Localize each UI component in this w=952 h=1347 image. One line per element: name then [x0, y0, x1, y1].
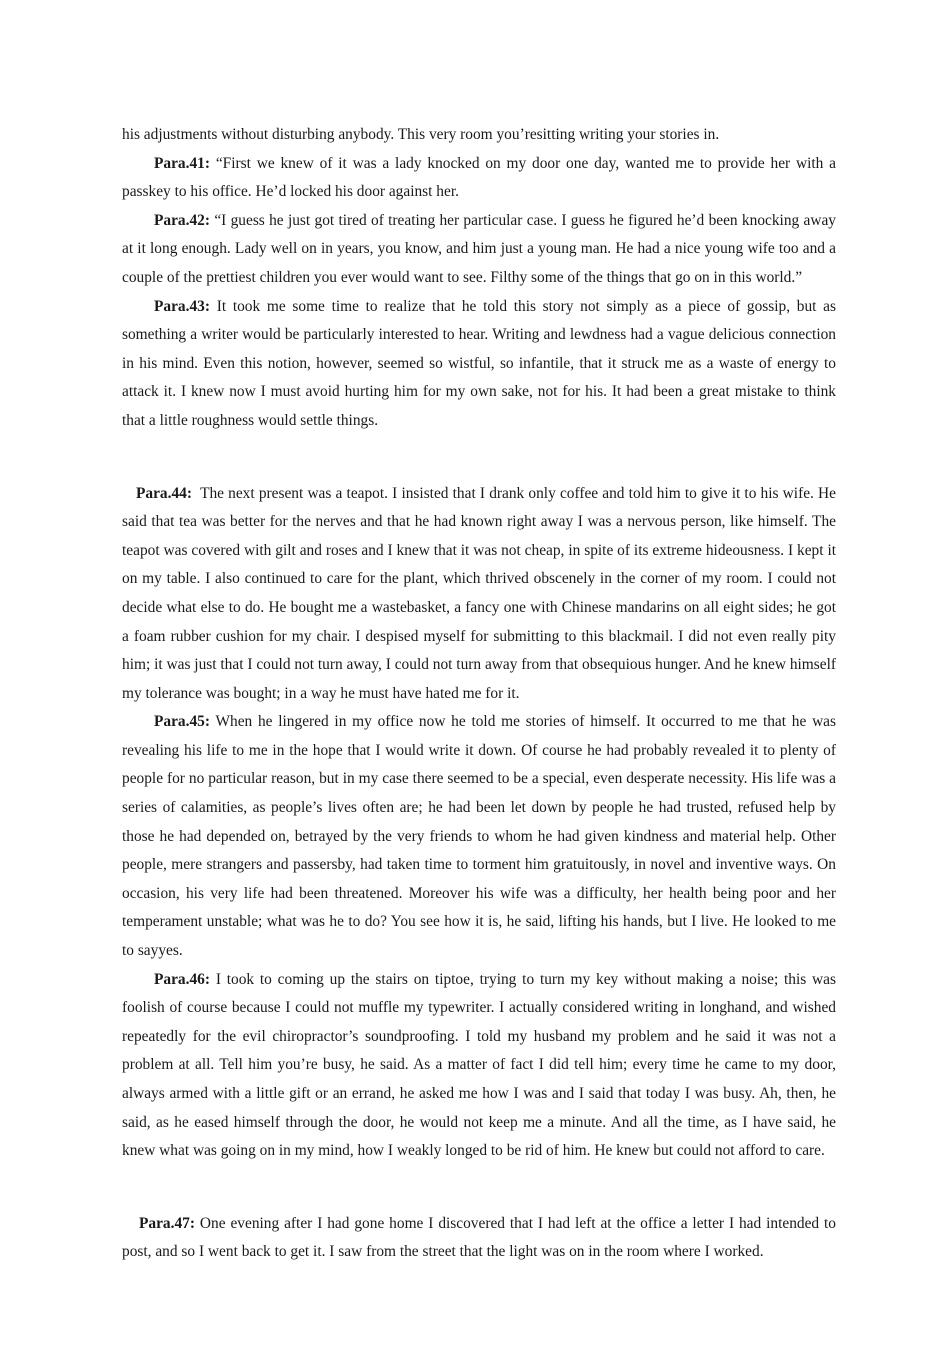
paragraph-45 — [122, 708, 836, 965]
paragraph-label: Para.46: — [154, 970, 210, 988]
paragraph-44 — [122, 480, 836, 709]
paragraph-text: One evening after I had gone home I discovered that I had left at the office a letter I had intended to post, and so I went back to get it. I saw from the street that the light was on in the room where I worked. — [122, 1214, 836, 1261]
paragraph-text: “First we knew of it was a lady knocked on my door one day, wanted me to provide her with a passkey to his office. He’d locked his door against her. — [122, 154, 836, 201]
paragraph-label: Para.47: — [139, 1214, 195, 1232]
paragraph-label: Para.41: — [154, 154, 210, 172]
paragraph-text: The next present was a teapot. I insisted that I drank only coffee and told him to give it to his wife. He said that tea was better for the nerves and that he had known right away I was a nervous person, like himself. The teapot was covered with gilt and roses and I knew that it was not cheap, in spite of its extreme hideousness. I kept it on my table. I also continued to care for the plant, which thrived obscenely in the corner of my room. I could not decide what else to do. He bought me a wastebasket, a fancy one with Chinese mandarins on all eight sides; he got a foam rubber cushion for my chair. I despised myself for submitting to this blackmail. I did not even really pity him; it was just that I could not turn away, I could not turn away from that obsequious hunger. And he knew himself my tolerance was bought; in a way he must have hated me for it. — [122, 484, 836, 702]
paragraph-text: It took me some time to realize that he told this story not simply as a piece of gossip, but as something a writer would be particularly interested to hear. Writing and lewdness had a vague delicious connection in his mind. Even this notion, however, seemed so wistful, so infantile, that it struck me as a waste of energy to attack it. I knew now I must avoid hurting him for my own sake, not for his. It had been a great mistake to think that a little roughness would settle things. — [122, 297, 836, 429]
paragraph-43 — [122, 293, 836, 436]
paragraph-label: Para.45: — [154, 713, 210, 731]
document-page — [122, 121, 836, 1267]
paragraph-text: I took to coming up the stairs on tiptoe, trying to turn my key without making a noise; this was foolish of course because I could not muffle my typewriter. I actually considered writing in longhand, and wished repeatedly for the evil chiropractor’s soundproofing. I told my husband my problem and he said it was not a problem at all. Tell him you’re busy, he said. As a matter of fact I did tell him; every time he came to my door, always armed with a little gift or an errand, he asked me how I was and I said that today I was busy. Ah, then, he said, as he eased himself through the door, he would not keep me a minute. And all the time, as I have said, he knew what was going on in my mind, how I weakly longed to be rid of him. He knew but could not afford to care. — [122, 970, 836, 1160]
section-gap — [122, 436, 836, 480]
paragraph-label: Para.43: — [154, 297, 210, 315]
paragraph-label: Para.42: — [154, 211, 210, 229]
paragraph-text: “I guess he just got tired of treating her particular case. I guess he figured he’d been knocking away at it long enough. Lady well on in years, you know, and him just a young man. He had a nice young wife too and a couple of the prettiest children you ever would want to see. Filthy some of the things that go on in this world.” — [122, 211, 837, 286]
continuation-text: his adjustments without disturbing anybody. This very room you’resitting writing your stories in. — [122, 126, 720, 143]
paragraph-46 — [122, 966, 836, 1166]
paragraph-42 — [122, 207, 836, 293]
paragraph-41 — [122, 150, 836, 207]
paragraph-text: When he lingered in my office now he told me stories of himself. It occurred to me that he was revealing his life to me in the hope that I would write it down. Of course he had probably revealed it to plenty of people for no particular reason, but in my case there seemed to be a special, even desperate necessity. His life was a series of calamities, as people’s lives often are; he had been let down by people he had trusted, refused help by those he had depended on, betrayed by the very friends to whom he had given kindness and material help. Other people, mere strangers and passersby, had taken time to torment him gratuitously, in novel and inventive ways. On occasion, his very life had been threatened. Moreover his wife was a difficulty, her health being poor and her temperament unstable; what was he to do? You see how it is, he said, lifting his hands, but I live. He looked to me to sayyes. — [122, 713, 836, 960]
paragraph-label: Para.44: — [136, 484, 192, 502]
paragraph-47 — [122, 1210, 836, 1267]
section-gap — [122, 1166, 836, 1210]
